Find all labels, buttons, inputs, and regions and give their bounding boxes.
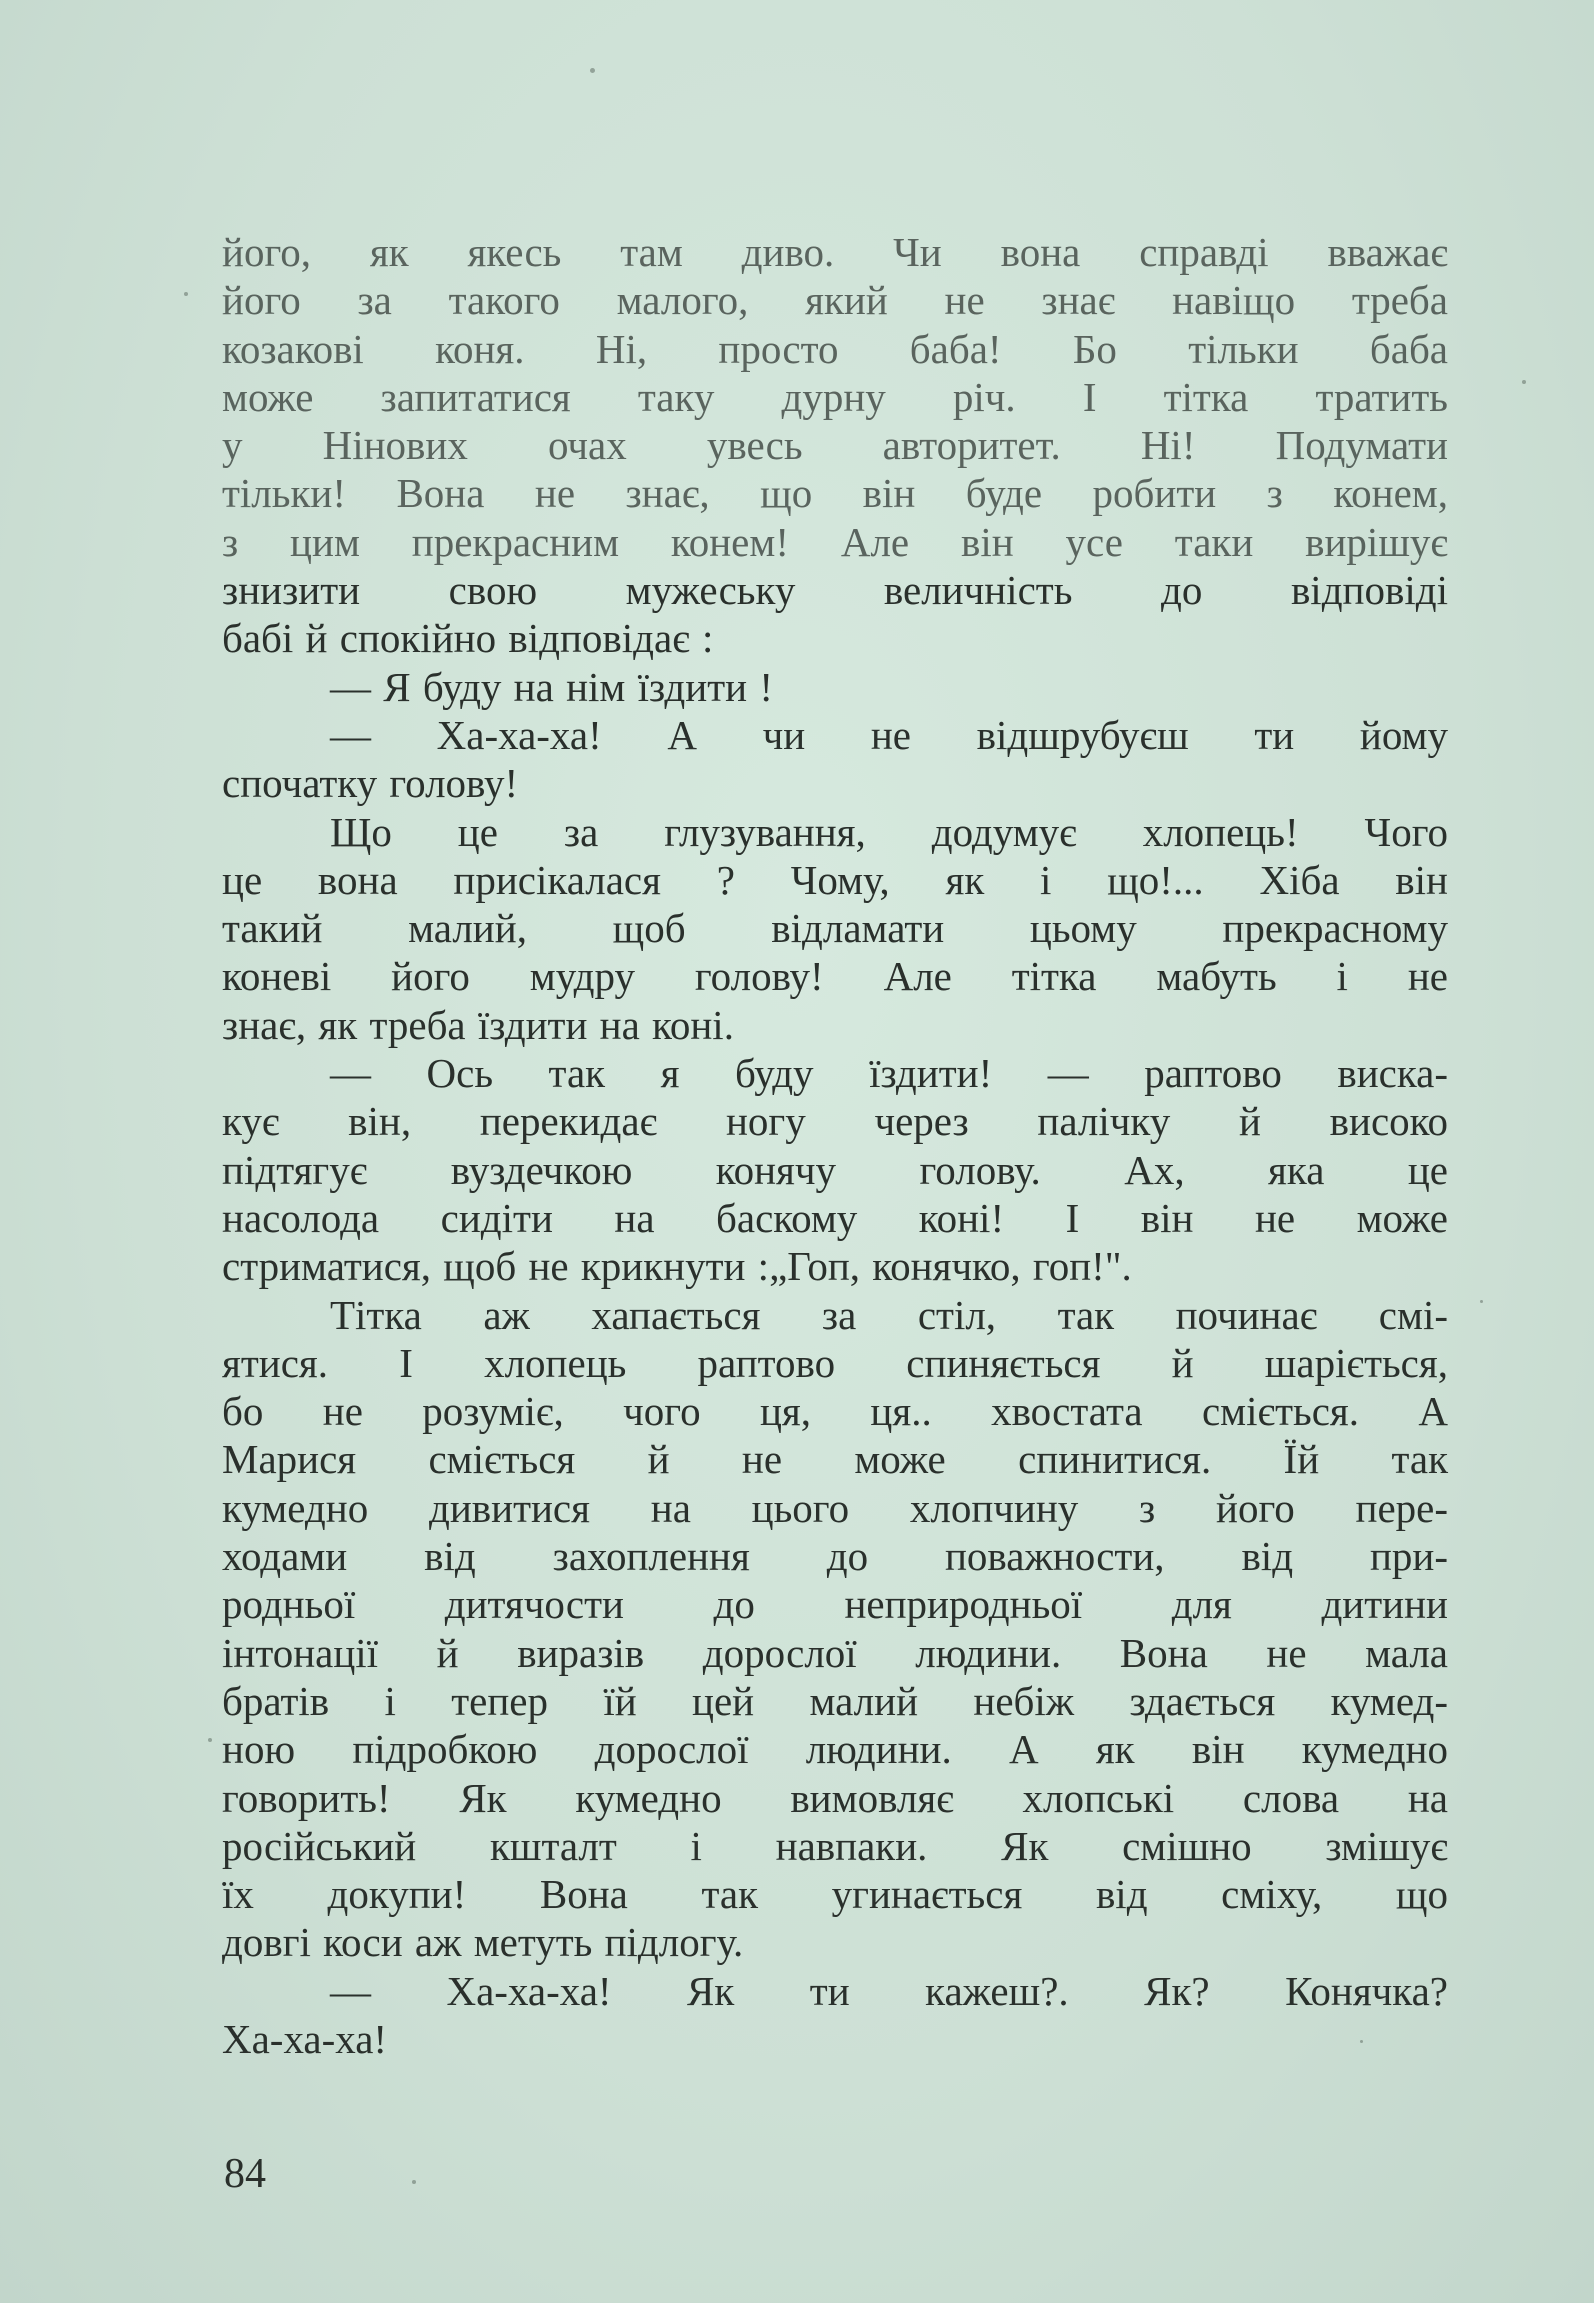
dialogue-line: — Ось так я буду їздити! — раптово виска- xyxy=(330,1050,1448,1097)
text-line: його, як якесь там диво. Чи вона справді вважає xyxy=(222,229,1448,275)
text-line: братів і тепер їй цей малий небіж здається кумед- xyxy=(222,1677,1448,1724)
text-line: бо не розуміє, чого ця, ця.. хвостата сміється. А xyxy=(222,1388,1448,1435)
text-line: родньої дитячости до неприродньої для дитини xyxy=(222,1581,1448,1628)
text-line: кує він, перекидає ногу через палічку й високо xyxy=(222,1098,1448,1145)
text-line: може запитатися таку дурну річ. І тітка тратить xyxy=(222,373,1448,420)
page-number: 84 xyxy=(224,2151,266,2197)
paper-speck xyxy=(590,68,595,73)
text-line: їх докупи! Вона так угинається від сміху, що xyxy=(222,1871,1448,1918)
text-line: довгі коси аж метуть підлогу. xyxy=(222,1919,744,1966)
text-line: у Нінових очах увесь авторитет. Ні! Подумати xyxy=(222,422,1448,469)
text-line: підтягує вуздечкою конячу голову. Ах, яка це xyxy=(222,1146,1448,1193)
text-line: насолода сидіти на баскому коні! І він не може xyxy=(222,1194,1448,1241)
dialogue-line: — Ха-ха-ха! Як ти кажеш?. Як? Конячка? xyxy=(330,1967,1448,2014)
text-line: тільки! Вона не знає, що він буде робити з конем, xyxy=(222,470,1448,517)
text-line: стриматися, щоб не крикнути :„Гоп, конячко, гоп!". xyxy=(222,1243,1132,1290)
paragraph-start: Що це за глузування, додумує хлопець! Чого xyxy=(330,808,1448,855)
dialogue-line: — Я буду на нім їздити ! xyxy=(330,663,774,710)
dialogue-line: — Ха-ха-ха! А чи не відшрубуєш ти йому xyxy=(330,711,1448,758)
text-line: ною підробкою дорослої людини. А як він кумедно xyxy=(222,1726,1448,1773)
text-line: говорить! Як кумедно вимовляє хлопські слова на xyxy=(222,1774,1448,1821)
text-line: це вона присікалася ? Чому, як і що!... Хіба він xyxy=(222,856,1448,903)
text-line: інтонації й виразів дорослої людини. Вона не мала xyxy=(222,1629,1448,1676)
paper-speck xyxy=(1360,2040,1363,2043)
text-line: знизити свою мужеську величність до відповіді xyxy=(222,567,1448,614)
text-line: ходами від захоплення до поважности, від при- xyxy=(222,1533,1448,1580)
paper-speck xyxy=(1480,1300,1483,1303)
paper-speck xyxy=(412,2180,416,2184)
text-line: ятися. І хлопець раптово спиняється й шаріється, xyxy=(222,1339,1448,1386)
text-line: бабі й спокійно відповідає : xyxy=(222,615,714,662)
text-line: козакові коня. Ні, просто баба! Бо тільки баба xyxy=(222,325,1448,372)
paragraph-start: Тітка аж хапається за стіл, так починає смі- xyxy=(330,1291,1448,1338)
text-line: Ха-ха-ха! xyxy=(222,2015,388,2062)
text-line: Марися сміється й не може спинитися. Їй так xyxy=(222,1436,1448,1483)
paper-speck xyxy=(1522,380,1526,384)
paper-speck xyxy=(208,1738,212,1742)
page-text xyxy=(222,228,1448,2063)
text-line: знає, як треба їздити на коні. xyxy=(222,1001,734,1048)
text-line: спочатку голову! xyxy=(222,760,519,807)
text-line: такий малий, щоб відламати цьому прекрасному xyxy=(222,905,1448,952)
text-line: коневі його мудру голову! Але тітка мабуть і не xyxy=(222,953,1448,1000)
text-line: російський кшталт і навпаки. Як смішно змішує xyxy=(222,1822,1448,1869)
text-line: його за такого малого, який не знає навіщо треба xyxy=(222,277,1448,324)
paper-speck xyxy=(184,292,188,296)
text-line: з цим прекрасним конем! Але він усе таки вирішує xyxy=(222,518,1448,565)
text-line: кумедно дивитися на цього хлопчину з його пере- xyxy=(222,1484,1448,1531)
